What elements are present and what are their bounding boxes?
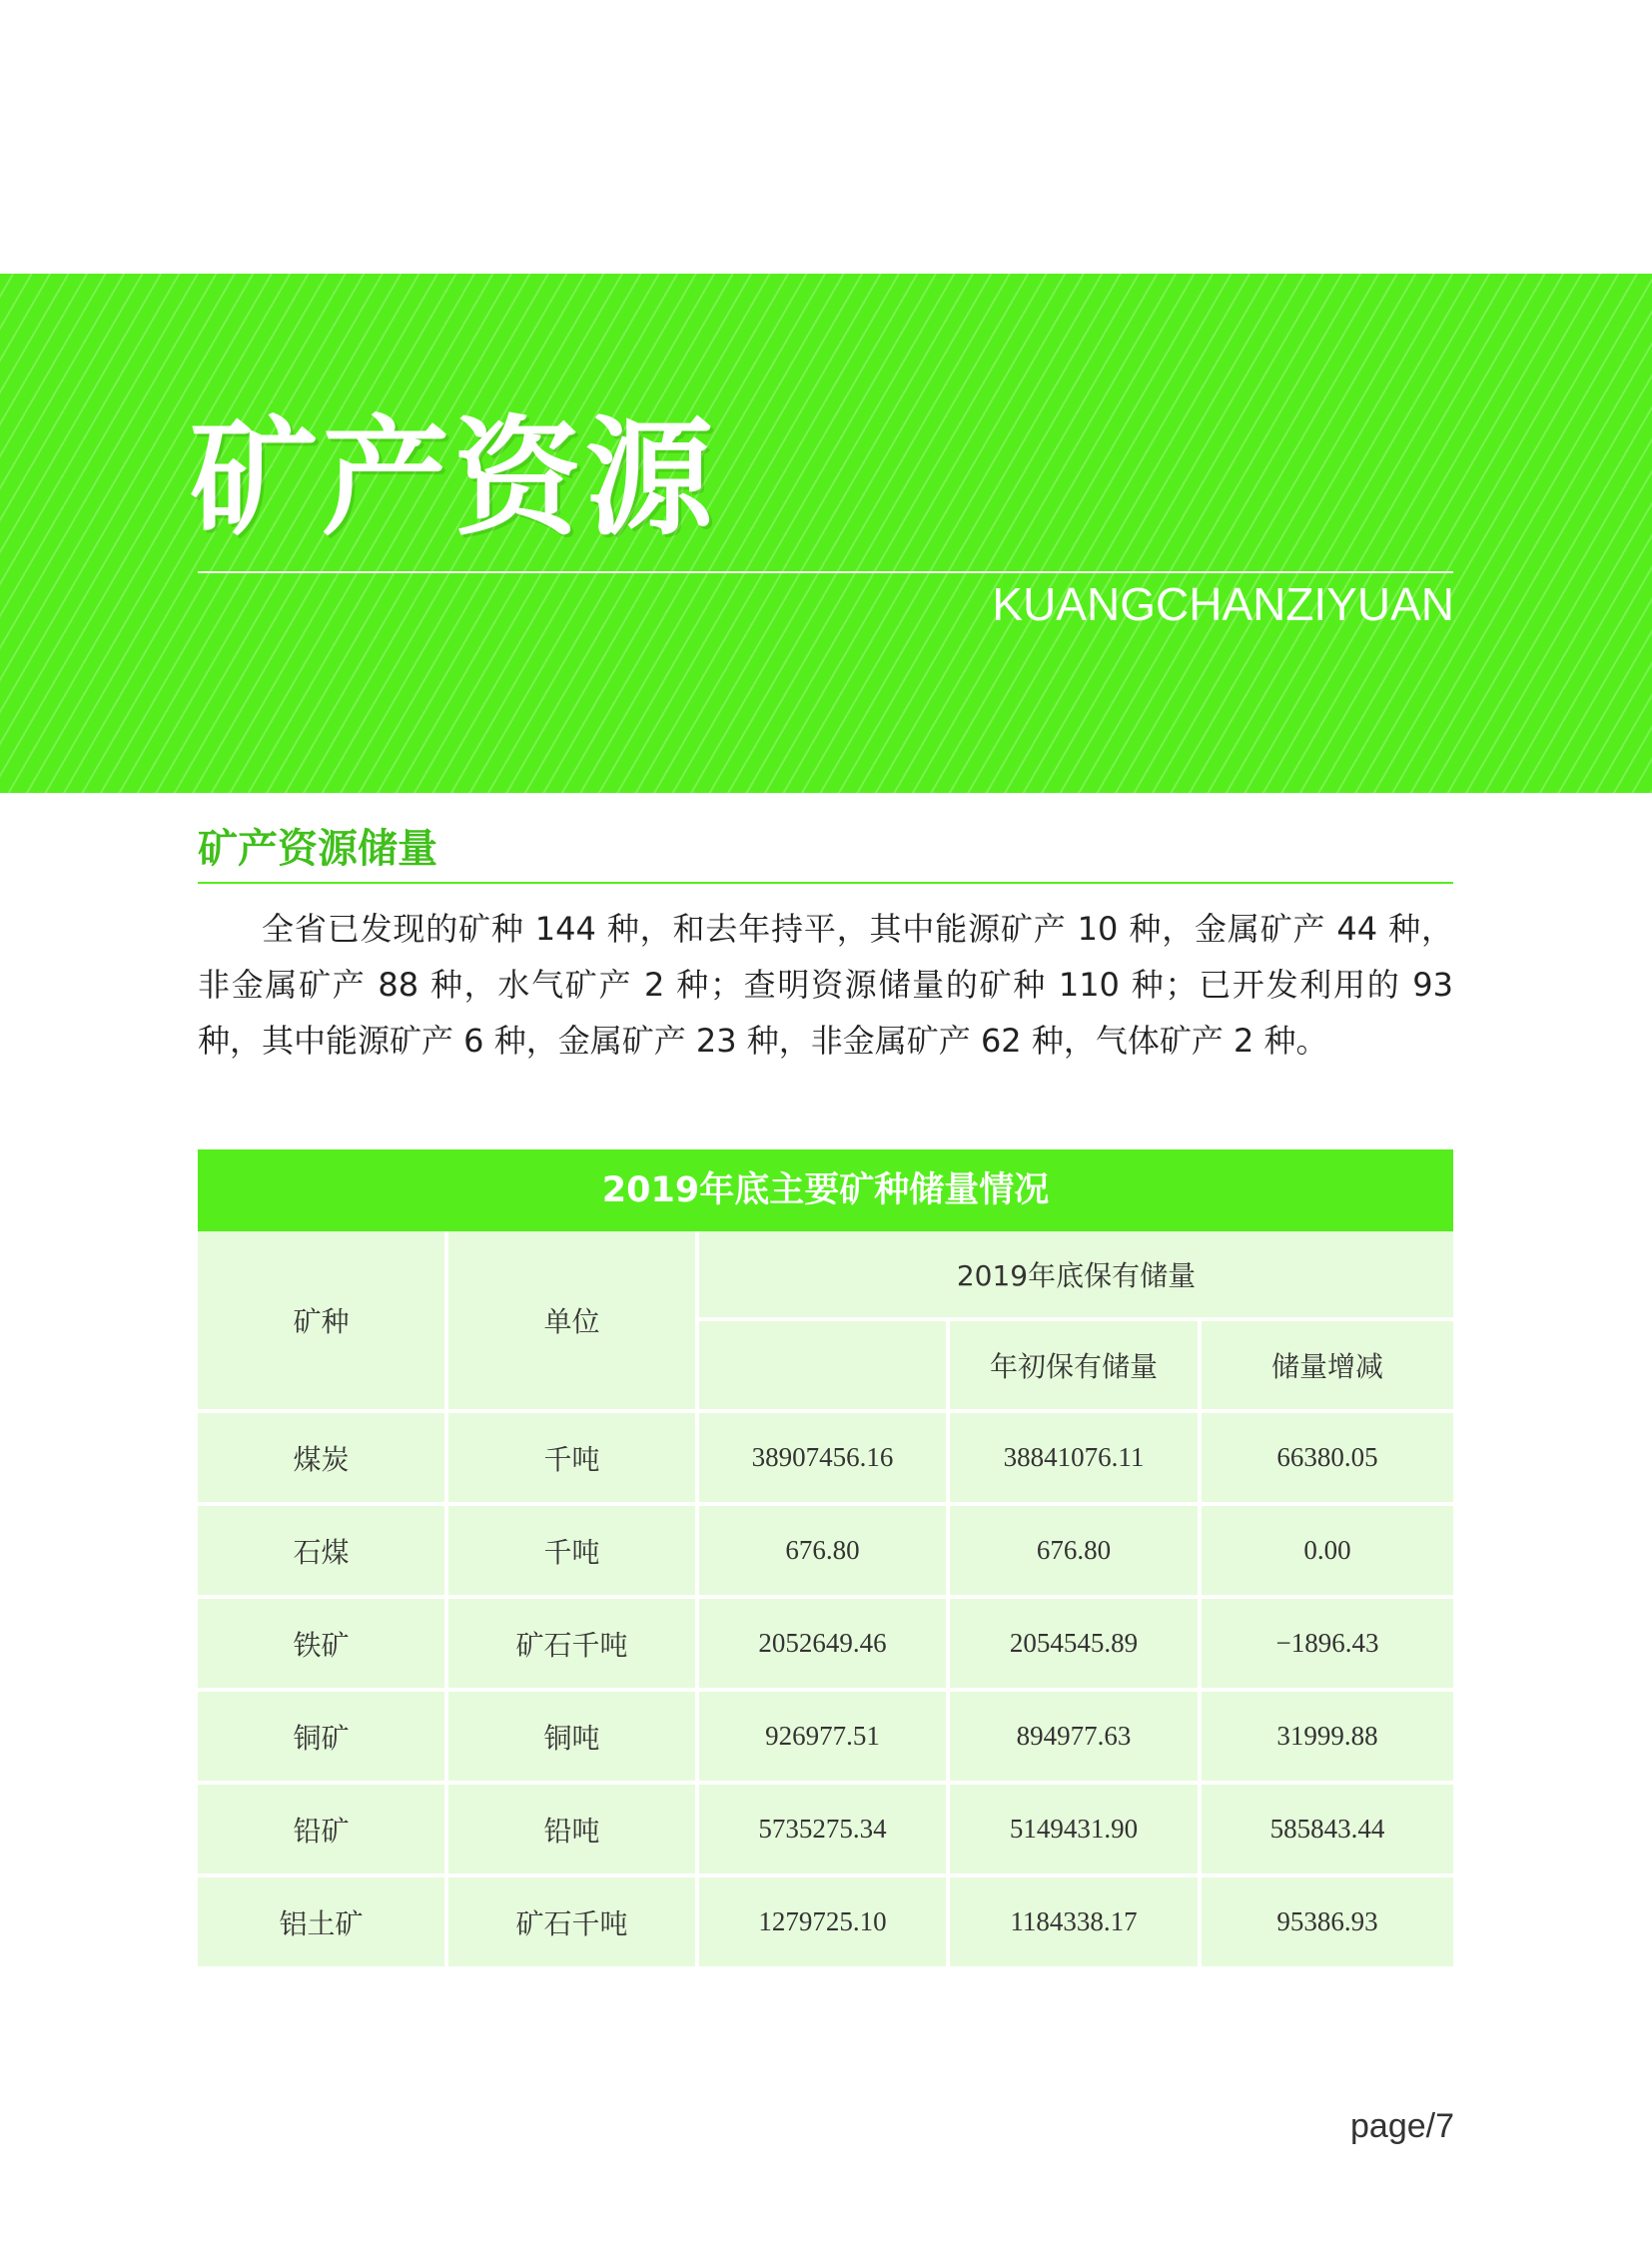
chapter-banner [0, 274, 1652, 793]
header-change: 储量增减 [1202, 1321, 1453, 1413]
cell-unit: 矿石千吨 [448, 1599, 699, 1692]
cell-start: 676.80 [950, 1506, 1202, 1599]
cell-unit: 千吨 [448, 1413, 699, 1506]
cell-change: 31999.88 [1202, 1692, 1453, 1785]
cell-end: 38907456.16 [699, 1413, 950, 1506]
table-caption: 2019年底主要矿种储量情况 [198, 1149, 1453, 1231]
banner-divider [198, 571, 1453, 573]
reserves-table [198, 1149, 1453, 1966]
table-row [198, 1506, 1453, 1599]
header-mineral: 矿种 [198, 1231, 448, 1413]
cell-unit: 矿石千吨 [448, 1877, 699, 1966]
table-row [198, 1877, 1453, 1966]
cell-mineral: 铁矿 [198, 1599, 448, 1692]
cell-start: 2054545.89 [950, 1599, 1202, 1692]
cell-start: 1184338.17 [950, 1877, 1202, 1966]
cell-end: 2052649.46 [699, 1599, 950, 1692]
cell-end: 926977.51 [699, 1692, 950, 1785]
cell-unit: 铜吨 [448, 1692, 699, 1785]
body-paragraph: 全省已发现的矿种 144 种，和去年持平，其中能源矿产 10 种，金属矿产 44 种，非金属矿产 88 种，水气矿产 2 种；查明资源储量的矿种 110 种；已开发利用的 93 种，其中能源矿产 6 种，金属矿产 23 种，非金属矿产 62 种，气体矿产 2 种。 [198, 910, 1453, 1060]
cell-mineral: 石煤 [198, 1506, 448, 1599]
section-title: 矿产资源储量 [198, 826, 437, 872]
header-start: 年初保有储量 [950, 1321, 1202, 1413]
cell-change: 585843.44 [1202, 1785, 1453, 1877]
cell-mineral: 铅矿 [198, 1785, 448, 1877]
table-row [198, 1413, 1453, 1506]
cell-mineral: 煤炭 [198, 1413, 448, 1506]
cell-change: 95386.93 [1202, 1877, 1453, 1966]
chapter-title: 矿产资源 [190, 404, 718, 553]
header-end-blank [699, 1321, 950, 1413]
section-divider [198, 882, 1453, 884]
cell-change: 66380.05 [1202, 1413, 1453, 1506]
table-row [198, 1785, 1453, 1877]
cell-end: 676.80 [699, 1506, 950, 1599]
cell-change: −1896.43 [1202, 1599, 1453, 1692]
cell-start: 5149431.90 [950, 1785, 1202, 1877]
cell-mineral: 铝土矿 [198, 1877, 448, 1966]
cell-start: 38841076.11 [950, 1413, 1202, 1506]
cell-mineral: 铜矿 [198, 1692, 448, 1785]
chapter-subtitle: KUANGCHANZIYUAN [992, 578, 1454, 630]
table-row [198, 1599, 1453, 1692]
reserves-grid [198, 1231, 1453, 1966]
page-number: page/7 [1350, 2107, 1454, 2145]
cell-unit: 千吨 [448, 1506, 699, 1599]
table-row [198, 1692, 1453, 1785]
cell-start: 894977.63 [950, 1692, 1202, 1785]
cell-change: 0.00 [1202, 1506, 1453, 1599]
header-group: 2019年底保有储量 [699, 1231, 1453, 1321]
header-unit: 单位 [448, 1231, 699, 1413]
cell-unit: 铅吨 [448, 1785, 699, 1877]
cell-end: 1279725.10 [699, 1877, 950, 1966]
cell-end: 5735275.34 [699, 1785, 950, 1877]
header-row [198, 1231, 1453, 1321]
